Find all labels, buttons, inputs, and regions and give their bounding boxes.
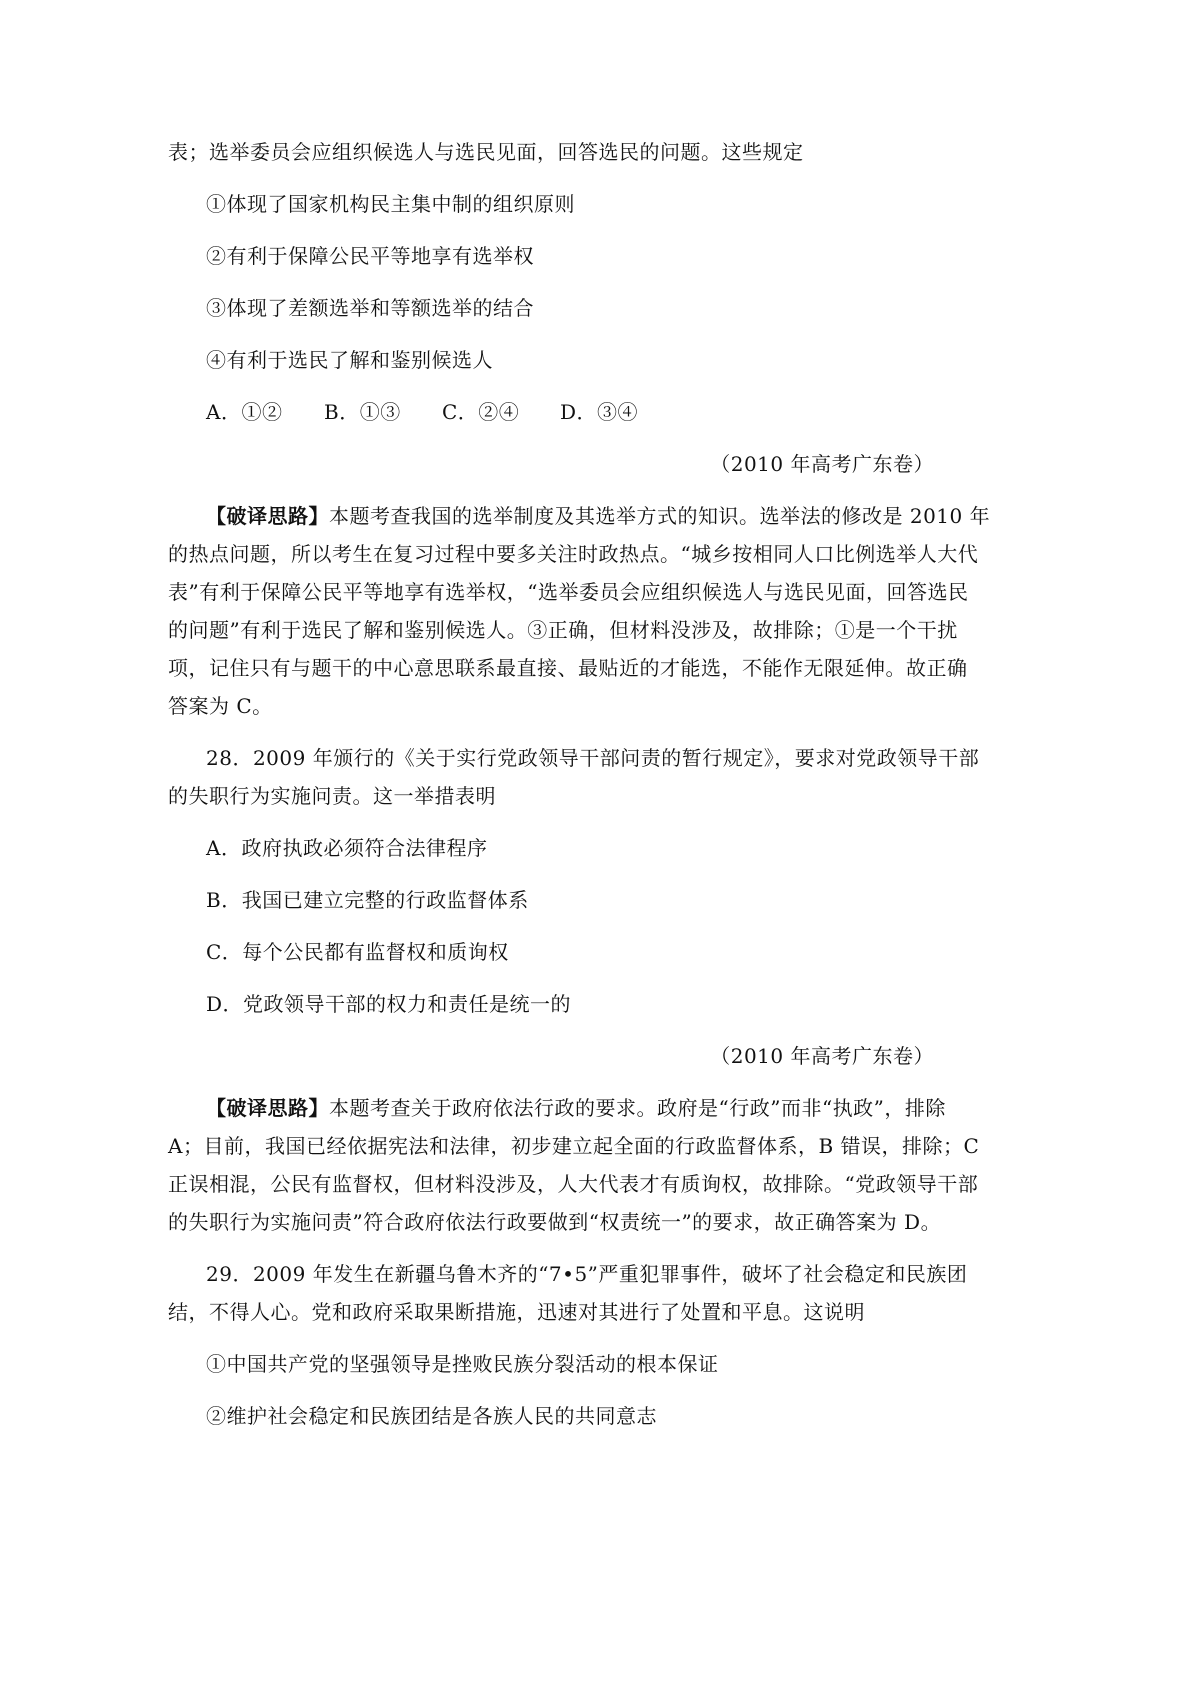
q28-option-c: C．每个公民都有监督权和质询权 bbox=[206, 940, 509, 964]
q27-analysis-line-6: 答案为 C。 bbox=[168, 694, 273, 718]
q27-analysis-line-3: 表”有利于保障公民平等地享有选举权，“选举委员会应组织候选人与选民见面，回答选民 bbox=[168, 580, 969, 604]
q27-option-b: B．①③ bbox=[324, 400, 401, 424]
q27-option-c: C．②④ bbox=[442, 400, 520, 424]
q29-item-1: ①中国共产党的坚强领导是挫败民族分裂活动的根本保证 bbox=[206, 1352, 719, 1376]
q28-analysis-line-1 bbox=[206, 1094, 946, 1122]
q27-item-3: ③体现了差额选举和等额选举的结合 bbox=[206, 296, 534, 320]
q27-analysis-label: 【破译思路】 bbox=[206, 504, 329, 528]
q27-options bbox=[206, 398, 638, 426]
q27-item-4: ④有利于选民了解和鉴别候选人 bbox=[206, 348, 493, 372]
q27-option-d: D．③④ bbox=[560, 400, 639, 424]
q27-analysis-line-5: 项，记住只有与题干的中心意思联系最直接、最贴近的才能选，不能作无限延伸。故正确 bbox=[168, 656, 968, 680]
q28-analysis-text-1: 本题考查关于政府依法行政的要求。政府是“行政”而非“执政”，排除 bbox=[329, 1096, 946, 1120]
q29-item-2: ②维护社会稳定和民族团结是各族人民的共同意志 bbox=[206, 1404, 657, 1428]
q27-stem-tail: 表；选举委员会应组织候选人与选民见面，回答选民的问题。这些规定 bbox=[168, 140, 804, 164]
q27-option-a: A．①② bbox=[206, 400, 283, 424]
q27-analysis-text-1: 本题考查我国的选举制度及其选举方式的知识。选举法的修改是 2010 年 bbox=[329, 504, 991, 528]
q28-analysis-label: 【破译思路】 bbox=[206, 1096, 329, 1120]
q28-analysis-line-2: A；目前，我国已经依据宪法和法律，初步建立起全面的行政监督体系，B 错误，排除；C bbox=[168, 1134, 980, 1158]
q28-option-b: B．我国已建立完整的行政监督体系 bbox=[206, 888, 529, 912]
q28-stem-line-1: 28．2009 年颁行的《关于实行党政领导干部问责的暂行规定》，要求对党政领导干部 bbox=[206, 746, 980, 770]
q28-option-a: A．政府执政必须符合法律程序 bbox=[206, 836, 488, 860]
q28-stem-line-2: 的失职行为实施问责。这一举措表明 bbox=[168, 784, 496, 808]
q28-option-d: D．党政领导干部的权力和责任是统一的 bbox=[206, 992, 572, 1016]
q28-source: （2010 年高考广东卷） bbox=[710, 1044, 934, 1068]
q27-source: （2010 年高考广东卷） bbox=[710, 452, 934, 476]
q29-stem-line-2: 结，不得人心。党和政府采取果断措施，迅速对其进行了处置和平息。这说明 bbox=[168, 1300, 865, 1324]
q27-item-1: ①体现了国家机构民主集中制的组织原则 bbox=[206, 192, 575, 216]
q27-item-2: ②有利于保障公民平等地享有选举权 bbox=[206, 244, 534, 268]
q29-stem-line-1: 29．2009 年发生在新疆乌鲁木齐的“7•5”严重犯罪事件，破坏了社会稳定和民族团 bbox=[206, 1262, 968, 1286]
q27-analysis-line-4: 的问题”有利于选民了解和鉴别候选人。③正确，但材料没涉及，故排除；①是一个干扰 bbox=[168, 618, 958, 642]
q28-analysis-line-4: 的失职行为实施问责”符合政府依法行政要做到“权责统一”的要求，故正确答案为 D。 bbox=[168, 1210, 942, 1234]
q27-analysis-line-2: 的热点问题，所以考生在复习过程中要多关注时政热点。“城乡按相同人口比例选举人大代 bbox=[168, 542, 979, 566]
q27-analysis-line-1 bbox=[206, 502, 990, 530]
q28-analysis-line-3: 正误相混，公民有监督权，但材料没涉及，人大代表才有质询权，故排除。“党政领导干部 bbox=[168, 1172, 979, 1196]
